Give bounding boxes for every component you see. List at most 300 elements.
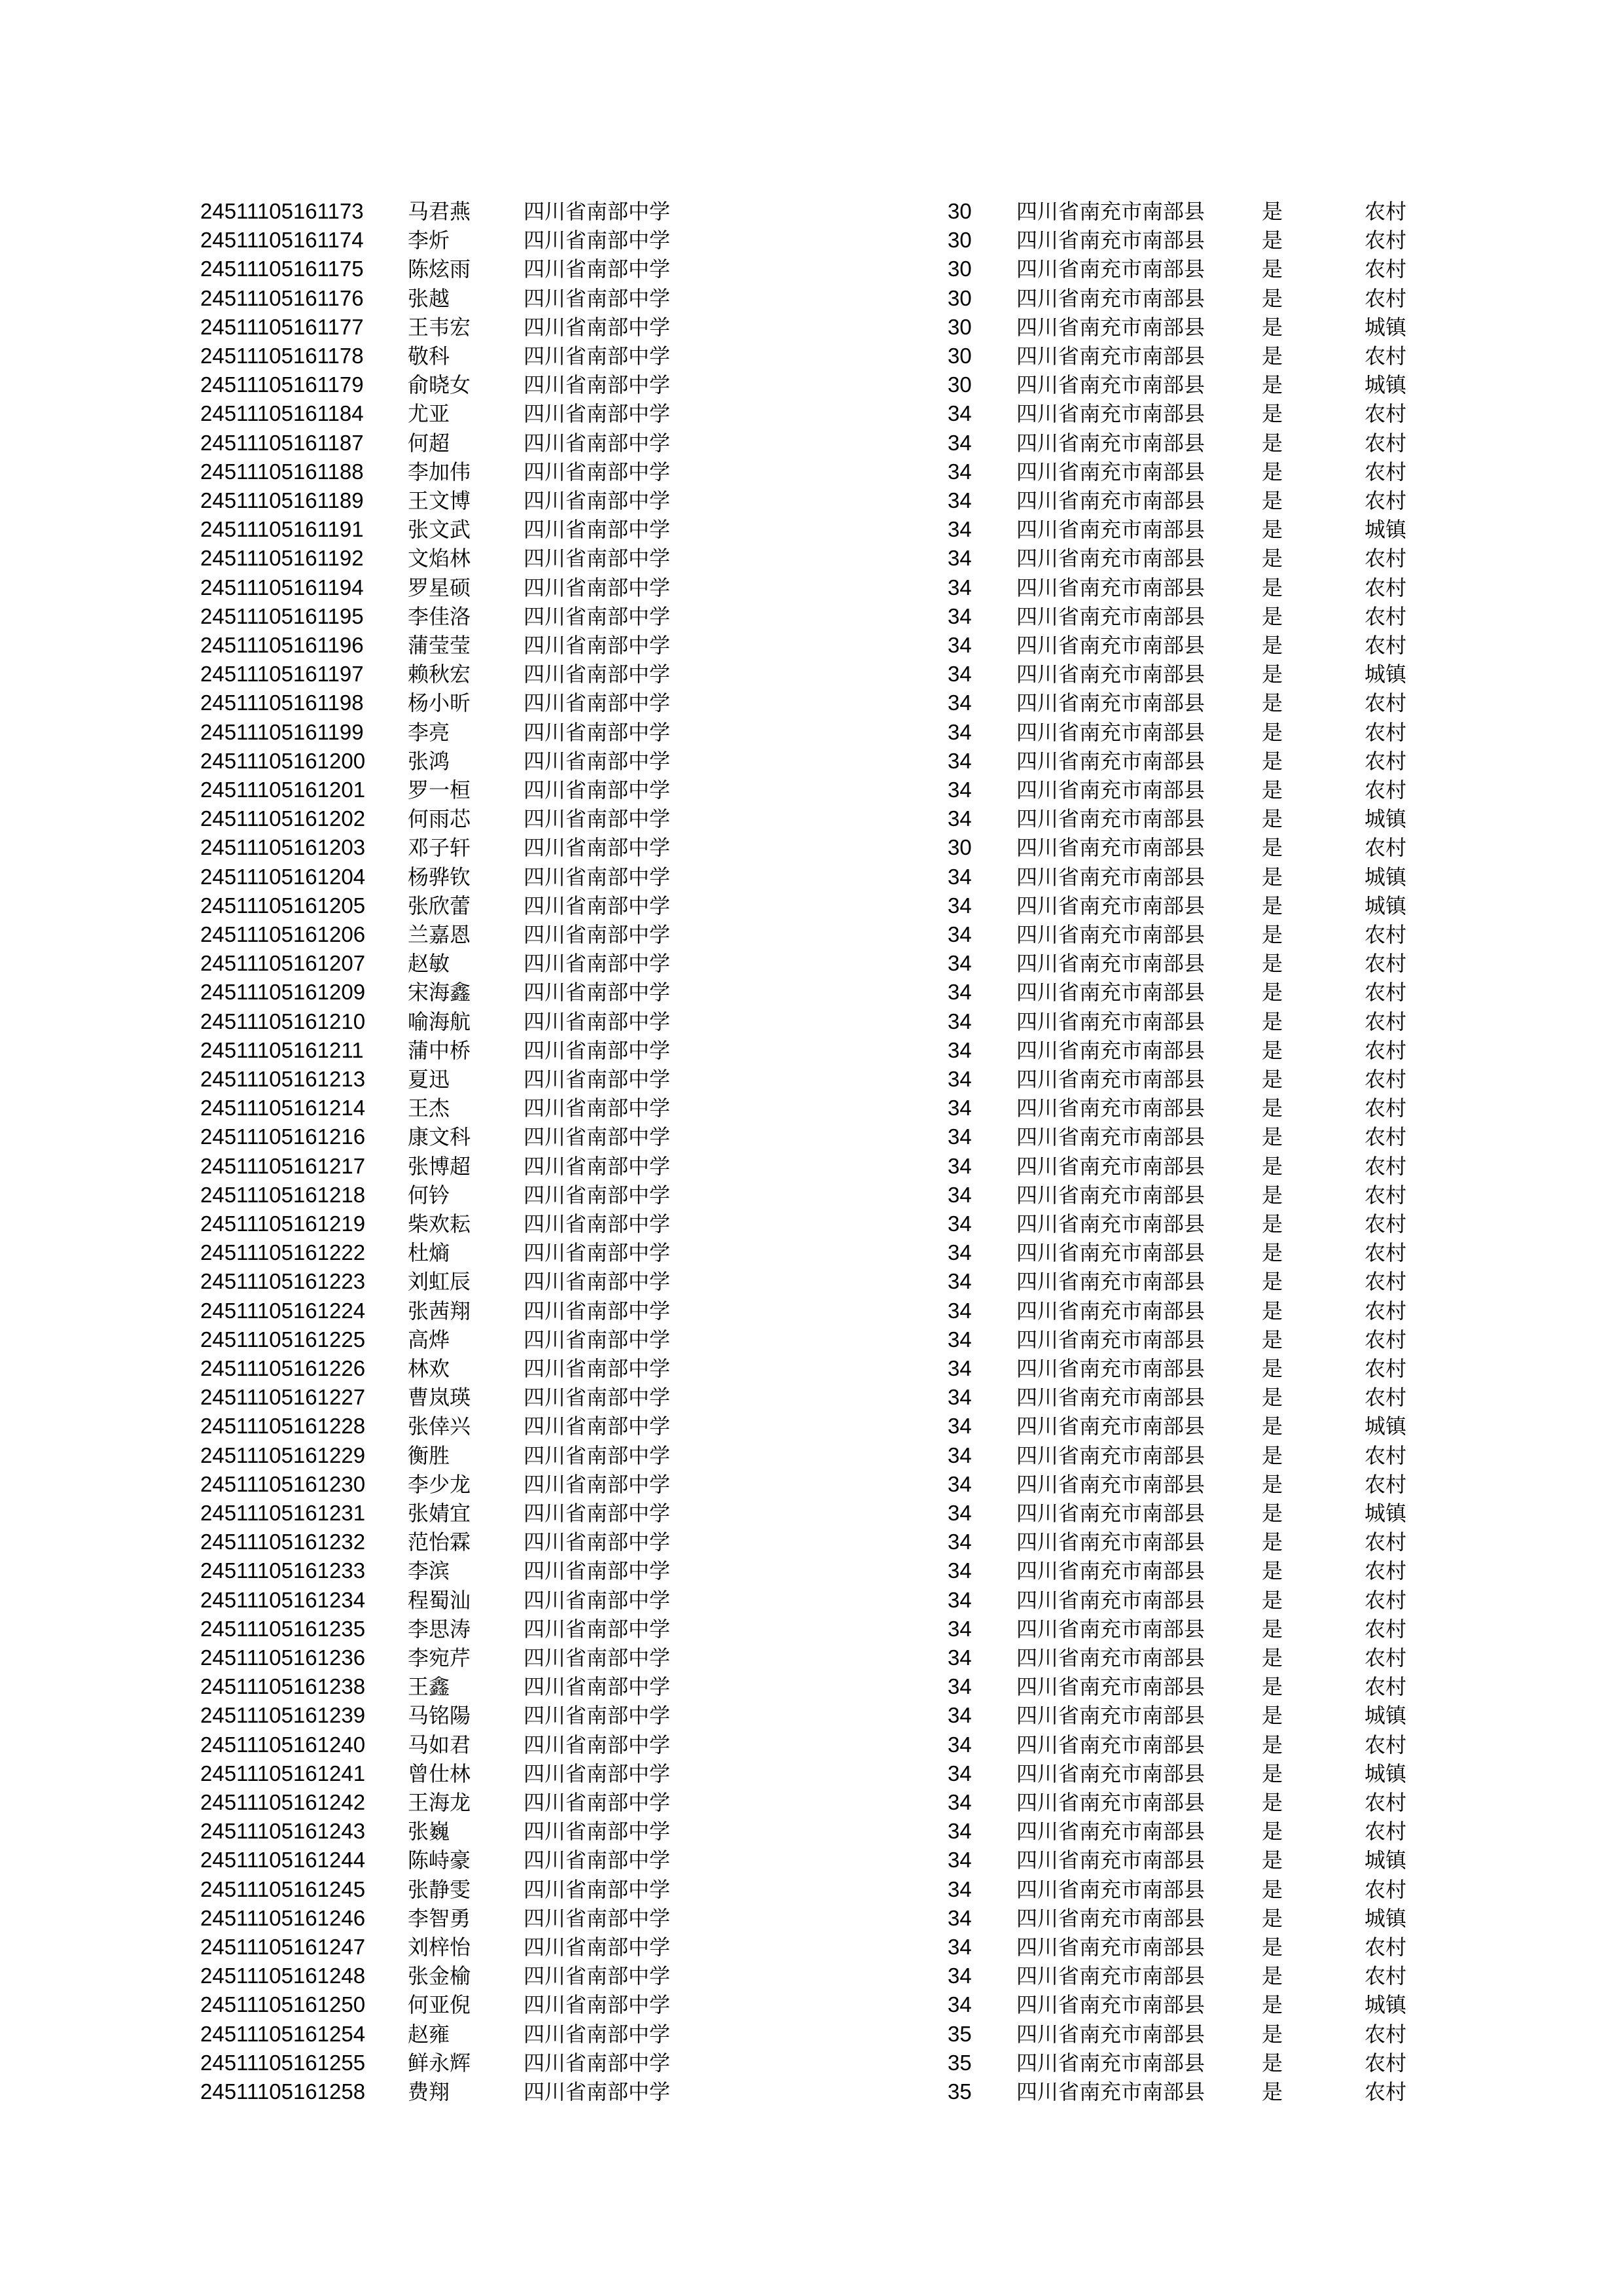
residence-type-cell: 农村 [1364,459,1407,484]
school-name-cell: 四川省南部中学 [524,1067,671,1092]
region-cell: 四川省南充市南部县 [1016,2050,1205,2075]
student-id-cell: 24511105161187 [200,430,364,455]
student-name-cell: 曹岚瑛 [408,1385,471,1410]
student-id-cell: 24511105161173 [200,199,364,223]
region-cell: 四川省南充市南部县 [1016,1558,1205,1584]
student-name-cell: 夏迅 [408,1067,450,1092]
residence-type-cell: 农村 [1364,1269,1407,1295]
score-cell: 34 [948,1240,972,1265]
region-cell: 四川省南充市南部县 [1016,1964,1205,1989]
region-cell: 四川省南充市南部县 [1016,662,1205,687]
residence-type-cell: 农村 [1364,951,1407,977]
table-row [0,1007,1623,1036]
region-cell: 四川省南充市南部县 [1016,1298,1205,1323]
table-row [0,1267,1623,1296]
region-cell: 四川省南充市南部县 [1016,1848,1205,1873]
region-cell: 四川省南充市南部县 [1016,1935,1205,1960]
school-name-cell: 四川省南部中学 [524,1558,671,1584]
student-name-cell: 文焰林 [408,546,471,571]
student-id-cell: 24511105161219 [200,1211,366,1236]
student-name-cell: 李滨 [408,1558,450,1584]
residence-type-cell: 农村 [1364,546,1407,571]
student-name-cell: 何超 [408,430,450,456]
score-cell: 34 [948,1067,972,1091]
student-id-cell: 24511105161197 [200,662,364,687]
flag-cell: 是 [1262,1096,1283,1121]
region-cell: 四川省南充市南部县 [1016,1009,1205,1034]
school-name-cell: 四川省南部中学 [524,893,671,918]
score-cell: 34 [948,1153,972,1178]
table-row [0,602,1623,631]
flag-cell: 是 [1262,575,1283,600]
school-name-cell: 四川省南部中学 [524,1645,671,1670]
flag-cell: 是 [1262,778,1283,802]
table-row [0,1643,1623,1672]
student-id-cell: 24511105161184 [200,401,364,426]
residence-type-cell: 城镇 [1364,864,1407,889]
table-row [0,1441,1623,1470]
table-row [0,313,1623,342]
student-name-cell: 张博超 [408,1153,471,1179]
student-name-cell: 李少龙 [408,1471,471,1497]
student-name-cell: 尤亚 [408,401,450,427]
flag-cell: 是 [1262,1124,1283,1150]
table-row [0,226,1623,255]
school-name-cell: 四川省南部中学 [524,1096,671,1121]
student-name-cell: 赖秋宏 [408,662,471,687]
region-cell: 四川省南充市南部县 [1016,1530,1205,1555]
school-name-cell: 四川省南部中学 [524,2079,671,2104]
school-name-cell: 四川省南部中学 [524,459,671,484]
flag-cell: 是 [1262,1298,1283,1323]
score-cell: 34 [948,1385,972,1410]
table-row [0,1701,1623,1730]
school-name-cell: 四川省南部中学 [524,1935,671,1960]
student-id-cell: 24511105161223 [200,1269,366,1294]
residence-type-cell: 农村 [1364,1443,1407,1468]
flag-cell: 是 [1262,1876,1283,1902]
region-cell: 四川省南充市南部县 [1016,1124,1205,1150]
residence-type-cell: 农村 [1364,2079,1407,2104]
flag-cell: 是 [1262,1616,1283,1641]
residence-type-cell: 城镇 [1364,662,1407,687]
student-name-cell: 宋海鑫 [408,980,471,1005]
flag-cell: 是 [1262,257,1283,282]
school-name-cell: 四川省南部中学 [524,1761,671,1786]
residence-type-cell: 农村 [1364,1298,1407,1323]
region-cell: 四川省南充市南部县 [1016,1182,1205,1208]
table-row [0,284,1623,313]
score-cell: 34 [948,575,972,600]
residence-type-cell: 农村 [1364,1385,1407,1410]
table-row [0,1731,1623,1759]
table-row [0,1297,1623,1325]
student-id-cell: 24511105161254 [200,2021,366,2046]
residence-type-cell: 农村 [1364,748,1407,774]
score-cell: 34 [948,980,972,1005]
student-name-cell: 刘虹辰 [408,1269,471,1295]
school-name-cell: 四川省南部中学 [524,835,671,861]
residence-type-cell: 农村 [1364,922,1407,947]
score-cell: 34 [948,1009,972,1033]
flag-cell: 是 [1262,922,1283,947]
school-name-cell: 四川省南部中学 [524,1211,671,1236]
student-name-cell: 李加伟 [408,459,471,484]
student-id-cell: 24511105161222 [200,1240,366,1265]
residence-type-cell: 农村 [1364,1935,1407,1960]
score-cell: 34 [948,517,972,542]
score-cell: 34 [948,1356,972,1380]
score-cell: 35 [948,2021,972,2046]
table-row [0,1181,1623,1210]
student-name-cell: 康文科 [408,1124,471,1150]
residence-type-cell: 农村 [1364,1327,1407,1352]
school-name-cell: 四川省南部中学 [524,1443,671,1468]
score-cell: 34 [948,806,972,831]
residence-type-cell: 农村 [1364,1964,1407,1989]
student-name-cell: 张欣蕾 [408,893,471,918]
flag-cell: 是 [1262,1414,1283,1439]
flag-cell: 是 [1262,1587,1283,1613]
flag-cell: 是 [1262,1240,1283,1266]
flag-cell: 是 [1262,546,1283,571]
student-id-cell: 24511105161196 [200,633,364,657]
school-name-cell: 四川省南部中学 [524,199,671,224]
table-row [0,1412,1623,1441]
student-id-cell: 24511105161204 [200,864,366,889]
residence-type-cell: 农村 [1364,488,1407,513]
score-cell: 30 [948,835,972,860]
table-row [0,370,1623,399]
score-cell: 35 [948,2079,972,2104]
student-name-cell: 罗星硕 [408,575,471,600]
student-id-cell: 24511105161242 [200,1790,366,1814]
school-name-cell: 四川省南部中学 [524,1298,671,1323]
flag-cell: 是 [1262,1819,1283,1844]
score-cell: 34 [948,488,972,512]
school-name-cell: 四川省南部中学 [524,748,671,774]
table-row [0,1904,1623,1933]
residence-type-cell: 农村 [1364,1096,1407,1121]
region-cell: 四川省南充市南部县 [1016,719,1205,745]
flag-cell: 是 [1262,1848,1283,1873]
school-name-cell: 四川省南部中学 [524,1587,671,1613]
student-id-cell: 24511105161200 [200,748,366,773]
region-cell: 四川省南充市南部县 [1016,893,1205,918]
flag-cell: 是 [1262,285,1283,311]
school-name-cell: 四川省南部中学 [524,228,671,253]
residence-type-cell: 农村 [1364,1616,1407,1641]
residence-type-cell: 农村 [1364,1674,1407,1700]
region-cell: 四川省南充市南部县 [1016,546,1205,571]
region-cell: 四川省南充市南部县 [1016,1037,1205,1063]
school-name-cell: 四川省南部中学 [524,1327,671,1352]
flag-cell: 是 [1262,806,1283,832]
score-cell: 34 [948,1935,972,1959]
table-row [0,1759,1623,1788]
table-row [0,1065,1623,1094]
residence-type-cell: 农村 [1364,1037,1407,1063]
flag-cell: 是 [1262,314,1283,340]
school-name-cell: 四川省南部中学 [524,314,671,340]
residence-type-cell: 农村 [1364,1124,1407,1150]
school-name-cell: 四川省南部中学 [524,1240,671,1266]
score-cell: 34 [948,1616,972,1641]
student-name-cell: 杨骅钦 [408,864,471,889]
school-name-cell: 四川省南部中学 [524,2021,671,2047]
score-cell: 34 [948,1501,972,1525]
student-name-cell: 蒲莹莹 [408,633,471,658]
residence-type-cell: 农村 [1364,199,1407,224]
student-name-cell: 张巍 [408,1819,450,1844]
flag-cell: 是 [1262,2050,1283,2075]
table-row [0,1615,1623,1643]
region-cell: 四川省南充市南部县 [1016,1790,1205,1815]
residence-type-cell: 农村 [1364,430,1407,456]
residence-type-cell: 城镇 [1364,1848,1407,1873]
school-name-cell: 四川省南部中学 [524,1153,671,1179]
school-name-cell: 四川省南部中学 [524,344,671,368]
score-cell: 34 [948,1876,972,1901]
student-id-cell: 24511105161174 [200,228,364,253]
region-cell: 四川省南充市南部县 [1016,1616,1205,1641]
flag-cell: 是 [1262,430,1283,456]
student-name-cell: 敬科 [408,344,450,368]
flag-cell: 是 [1262,1327,1283,1352]
school-name-cell: 四川省南部中学 [524,372,671,398]
region-cell: 四川省南充市南部县 [1016,285,1205,311]
flag-cell: 是 [1262,1703,1283,1729]
table-row [0,747,1623,776]
school-name-cell: 四川省南部中学 [524,575,671,600]
student-name-cell: 邓子轩 [408,835,471,861]
school-name-cell: 四川省南部中学 [524,1703,671,1729]
flag-cell: 是 [1262,1182,1283,1208]
student-id-cell: 24511105161227 [200,1385,366,1410]
residence-type-cell: 农村 [1364,228,1407,253]
student-id-cell: 24511105161240 [200,1732,366,1757]
score-cell: 34 [948,1037,972,1062]
student-name-cell: 陈炫雨 [408,257,471,282]
flag-cell: 是 [1262,1385,1283,1410]
region-cell: 四川省南充市南部县 [1016,1443,1205,1468]
region-cell: 四川省南充市南部县 [1016,835,1205,861]
score-cell: 34 [948,1848,972,1873]
residence-type-cell: 农村 [1364,344,1407,368]
score-cell: 34 [948,719,972,744]
student-name-cell: 王海龙 [408,1790,471,1815]
student-id-cell: 24511105161232 [200,1530,366,1554]
residence-type-cell: 城镇 [1364,1905,1407,1931]
student-name-cell: 程蜀汕 [408,1587,471,1613]
student-id-cell: 24511105161205 [200,893,366,918]
score-cell: 34 [948,1096,972,1121]
student-id-cell: 24511105161226 [200,1356,366,1380]
table-row [0,804,1623,833]
student-id-cell: 24511105161255 [200,2050,366,2075]
score-cell: 34 [948,922,972,946]
student-name-cell: 王杰 [408,1096,450,1121]
region-cell: 四川省南充市南部县 [1016,1356,1205,1381]
flag-cell: 是 [1262,1443,1283,1468]
student-id-cell: 24511105161235 [200,1616,366,1641]
residence-type-cell: 农村 [1364,285,1407,311]
school-name-cell: 四川省南部中学 [524,430,671,456]
score-cell: 34 [948,1124,972,1149]
flag-cell: 是 [1262,719,1283,745]
student-name-cell: 马如君 [408,1732,471,1757]
table-row [0,2049,1623,2077]
residence-type-cell: 城镇 [1364,372,1407,398]
table-row [0,920,1623,949]
flag-cell: 是 [1262,1501,1283,1526]
school-name-cell: 四川省南部中学 [524,1964,671,1989]
flag-cell: 是 [1262,1037,1283,1063]
score-cell: 34 [948,1558,972,1583]
student-id-cell: 24511105161213 [200,1067,366,1091]
school-name-cell: 四川省南部中学 [524,806,671,832]
region-cell: 四川省南充市南部县 [1016,691,1205,716]
table-row [0,573,1623,602]
school-name-cell: 四川省南部中学 [524,401,671,427]
residence-type-cell: 农村 [1364,719,1407,745]
region-cell: 四川省南充市南部县 [1016,951,1205,977]
table-row [0,399,1623,428]
student-id-cell: 24511105161177 [200,314,364,339]
flag-cell: 是 [1262,633,1283,658]
student-id-cell: 24511105161203 [200,835,366,860]
region-cell: 四川省南充市南部县 [1016,1385,1205,1410]
school-name-cell: 四川省南部中学 [524,691,671,716]
residence-type-cell: 城镇 [1364,1501,1407,1526]
student-name-cell: 李思涛 [408,1616,471,1641]
flag-cell: 是 [1262,1761,1283,1786]
student-id-cell: 24511105161211 [200,1037,364,1062]
student-id-cell: 24511105161250 [200,1992,366,2017]
student-name-cell: 兰嘉恩 [408,922,471,947]
school-name-cell: 四川省南部中学 [524,546,671,571]
region-cell: 四川省南充市南部县 [1016,314,1205,340]
school-name-cell: 四川省南部中学 [524,1819,671,1844]
residence-type-cell: 农村 [1364,1153,1407,1179]
flag-cell: 是 [1262,980,1283,1005]
region-cell: 四川省南充市南部县 [1016,633,1205,658]
residence-type-cell: 农村 [1364,1645,1407,1670]
student-id-cell: 24511105161224 [200,1298,366,1323]
residence-type-cell: 农村 [1364,1790,1407,1815]
residence-type-cell: 农村 [1364,603,1407,629]
flag-cell: 是 [1262,1645,1283,1670]
score-cell: 34 [948,603,972,628]
region-cell: 四川省南充市南部县 [1016,199,1205,224]
school-name-cell: 四川省南部中学 [524,719,671,745]
school-name-cell: 四川省南部中学 [524,1674,671,1700]
student-id-cell: 24511105161225 [200,1327,366,1352]
flag-cell: 是 [1262,603,1283,629]
flag-cell: 是 [1262,1558,1283,1584]
region-cell: 四川省南充市南部县 [1016,1471,1205,1497]
student-id-cell: 24511105161192 [200,546,364,571]
score-cell: 34 [948,691,972,715]
flag-cell: 是 [1262,2079,1283,2104]
student-id-cell: 24511105161229 [200,1443,366,1467]
region-cell: 四川省南充市南部县 [1016,1905,1205,1931]
flag-cell: 是 [1262,893,1283,918]
score-cell: 30 [948,257,972,281]
flag-cell: 是 [1262,1269,1283,1295]
table-row [0,1354,1623,1383]
score-cell: 30 [948,285,972,310]
residence-type-cell: 城镇 [1364,1414,1407,1439]
region-cell: 四川省南充市南部县 [1016,2021,1205,2047]
student-name-cell: 赵敏 [408,951,450,977]
flag-cell: 是 [1262,748,1283,774]
student-id-cell: 24511105161209 [200,980,366,1005]
flag-cell: 是 [1262,1964,1283,1989]
school-name-cell: 四川省南部中学 [524,488,671,513]
school-name-cell: 四川省南部中学 [524,285,671,311]
school-name-cell: 四川省南部中学 [524,1414,671,1439]
region-cell: 四川省南充市南部县 [1016,1761,1205,1786]
flag-cell: 是 [1262,517,1283,543]
region-cell: 四川省南充市南部县 [1016,1501,1205,1526]
region-cell: 四川省南充市南部县 [1016,864,1205,889]
school-name-cell: 四川省南部中学 [524,633,671,658]
score-cell: 34 [948,1992,972,2017]
student-name-cell: 李智勇 [408,1905,471,1931]
student-id-cell: 24511105161218 [200,1182,366,1207]
table-row [0,891,1623,920]
table-row [0,776,1623,804]
flag-cell: 是 [1262,1790,1283,1815]
student-name-cell: 张婧宜 [408,1501,471,1526]
table-row [0,631,1623,660]
school-name-cell: 四川省南部中学 [524,257,671,282]
table-row [0,1672,1623,1701]
score-cell: 34 [948,1587,972,1612]
score-cell: 34 [948,1530,972,1554]
table-row [0,1238,1623,1267]
table-row [0,2077,1623,2106]
student-id-cell: 24511105161189 [200,488,364,512]
student-name-cell: 李佳洛 [408,603,471,629]
student-id-cell: 24511105161195 [200,603,364,628]
region-cell: 四川省南充市南部县 [1016,1992,1205,2018]
score-cell: 34 [948,1761,972,1785]
student-id-cell: 24511105161258 [200,2079,366,2104]
student-name-cell: 张文武 [408,517,471,543]
table-row [0,660,1623,689]
flag-cell: 是 [1262,488,1283,513]
residence-type-cell: 城镇 [1364,1703,1407,1729]
residence-type-cell: 农村 [1364,980,1407,1005]
school-name-cell: 四川省南部中学 [524,1616,671,1641]
school-name-cell: 四川省南部中学 [524,1182,671,1208]
residence-type-cell: 农村 [1364,401,1407,427]
residence-type-cell: 农村 [1364,1530,1407,1555]
student-name-cell: 罗一桓 [408,778,471,802]
school-name-cell: 四川省南部中学 [524,864,671,889]
score-cell: 34 [948,1211,972,1236]
student-name-cell: 鲜永辉 [408,2050,471,2075]
school-name-cell: 四川省南部中学 [524,922,671,947]
table-row [0,978,1623,1007]
residence-type-cell: 农村 [1364,1587,1407,1613]
residence-type-cell: 城镇 [1364,1992,1407,2018]
student-name-cell: 蒲中桥 [408,1037,471,1063]
score-cell: 34 [948,1471,972,1496]
residence-type-cell: 农村 [1364,2050,1407,2075]
